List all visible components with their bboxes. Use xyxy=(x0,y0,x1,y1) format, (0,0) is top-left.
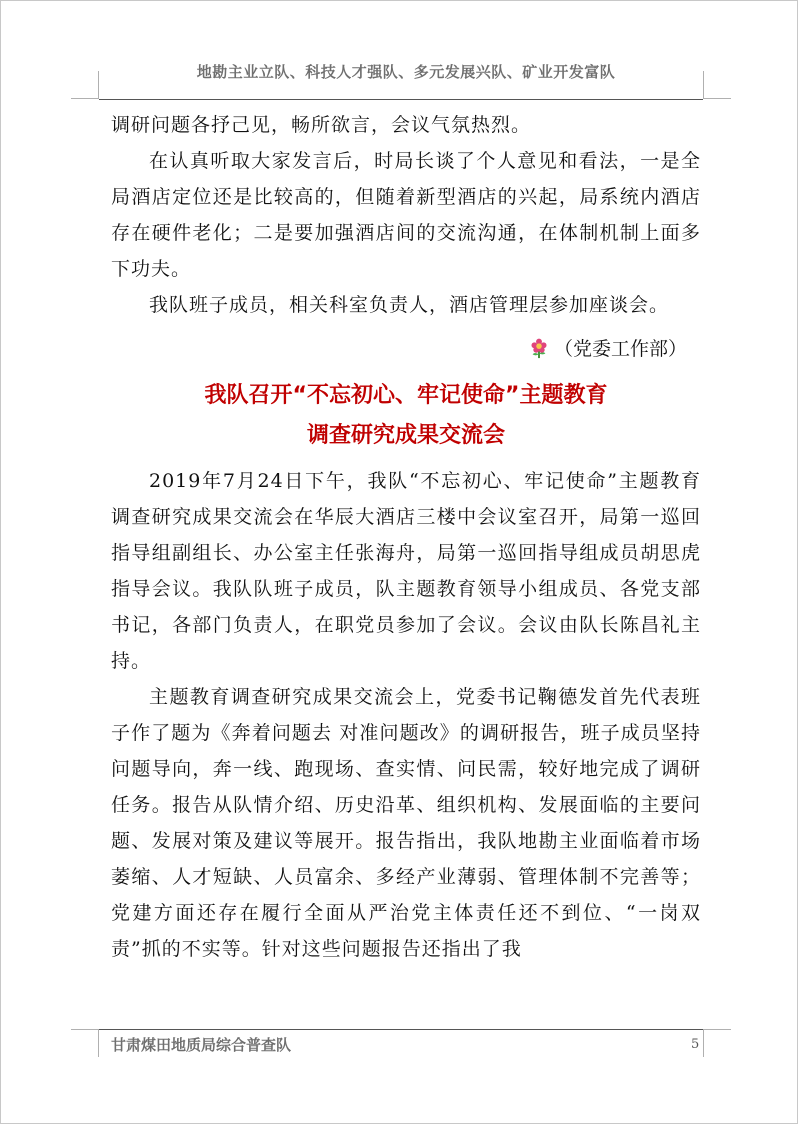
crop-mark-bottom-right-v xyxy=(703,1029,704,1057)
flower-icon xyxy=(528,337,550,359)
article-paragraph: 主题教育调查研究成果交流会上，党委书记鞠德发首先代表班子作了题为《奔着问题去 对准问题改》的调研报告，班子成员坚持问题导向，奔一线、跑现场、查实情、问民需，较好地完成了调研任务。报告从队情介绍、历史沿革、组织机构、发展面临的主要问题、发展对策及建议等展开。报告指出，我队地勘主业面临着市场萎缩、人才短缺、人员富余、多经产业薄弱、管理体制不完善等；党建方面还存在履行全面从严治党主体责任还不到位、“一岗双责”抓的不实等。针对这些问题报告还指出了我 xyxy=(111,686,701,960)
crop-mark-bottom-left-v xyxy=(98,1029,99,1057)
crop-mark-top-left-h xyxy=(71,98,99,99)
signature-line xyxy=(387,331,687,367)
page-number: 5 xyxy=(691,1037,700,1052)
header-divider xyxy=(99,99,703,100)
intro-paragraph: 调研问题各抒己见，畅所欲言，会议气氛热烈。 xyxy=(111,114,532,136)
footer-divider xyxy=(99,1029,703,1030)
article-title-line-1: 我队召开“不忘初心、牢记使命”主题教育 xyxy=(204,383,608,408)
crop-mark-top-right-h xyxy=(703,98,731,99)
crop-mark-bottom-right-h xyxy=(703,1029,731,1030)
crop-mark-bottom-left-h xyxy=(71,1029,99,1030)
page-header: 地勘主业立队、科技人才强队、多元发展兴队、矿业开发富队 xyxy=(196,63,616,81)
article-title-line-2: 调查研究成果交流会 xyxy=(306,423,505,448)
article-paragraph: 2019年7月24日下午，我队“不忘初心、牢记使命”主题教育调查研究成果交流会在华辰大酒店三楼中会议室召开，局第一巡回指导组副组长、办公室主任张海舟，局第一巡回指导组成员胡思虎指导会议。我队队班子成员，队主题教育领导小组成员、各党支部书记，各部门负责人，在职党员参加了会议。会议由队长陈昌礼主持。 xyxy=(111,470,701,672)
intro-section xyxy=(111,107,701,323)
crop-mark-top-left-v xyxy=(98,71,99,99)
intro-paragraph: 在认真听取大家发言后，时局长谈了个人意见和看法，一是全局酒店定位还是比较高的，但随着新型酒店的兴起，局系统内酒店存在硬件老化；二是要加强酒店间的交流沟通，在体制机制上面多下功夫。 xyxy=(111,150,701,280)
intro-paragraph: 我队班子成员，相关科室负责人，酒店管理层参加座谈会。 xyxy=(149,294,670,316)
article-body xyxy=(111,463,701,967)
footer-organization: 甘肃煤田地质局综合普查队 xyxy=(111,1036,292,1054)
crop-mark-top-right-v xyxy=(703,71,704,99)
signature-text: （党委工作部） xyxy=(553,338,687,360)
